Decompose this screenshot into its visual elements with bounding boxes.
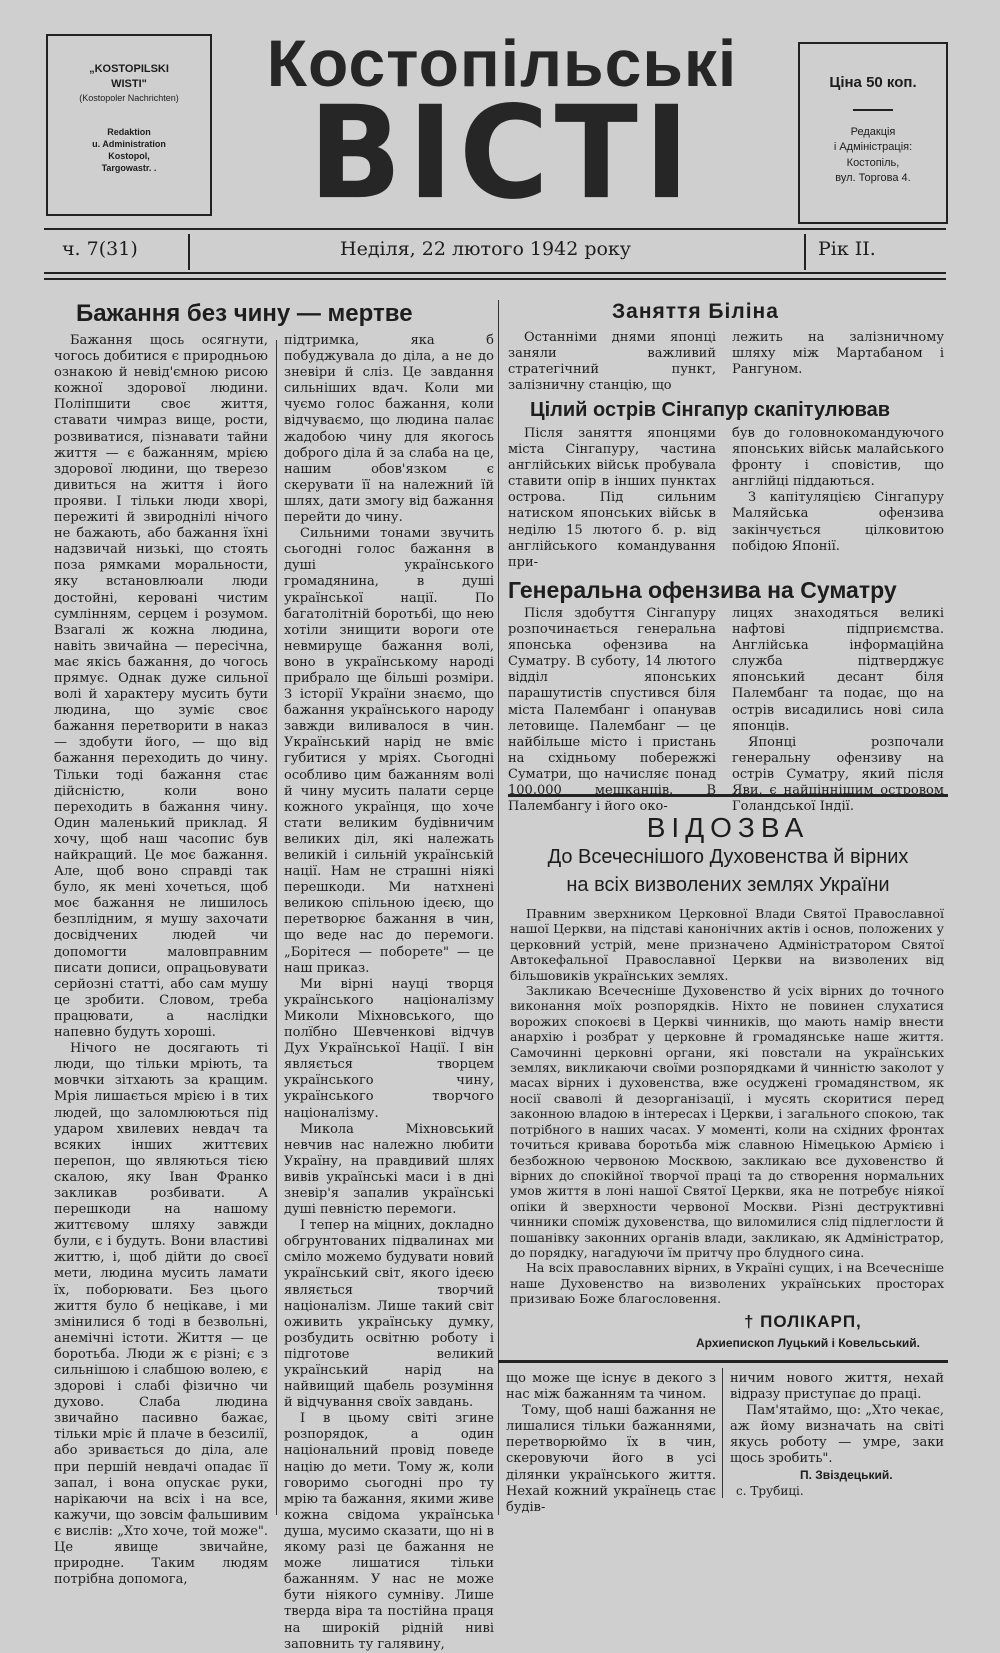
issue-number: ч. 7(31) bbox=[62, 238, 138, 260]
article-paragraph: що може ще існує в декого з нас між бажанням та чином. bbox=[506, 1371, 716, 1403]
news-title-singapore: Цілий острів Сінгапур скапітулював bbox=[530, 399, 891, 421]
news-bilin-col1 bbox=[508, 330, 716, 394]
news-paragraph: Японці розпочали генеральну офензиву на острів Суматру, який після Яви, є найціннішим островом Голандської Індії. bbox=[732, 734, 944, 815]
news-paragraph: лежить на залізничному шляху між Мартабаном і Рангуном. bbox=[732, 330, 944, 378]
news-paragraph: Після заняття японцями міста Сінгапуру, частина англійських військ пробувала ставити опір в інших пунктах острова. Під сильним натиском японських військ в неділю 15 лютого б. р. від англійського командування при- bbox=[508, 426, 716, 570]
appeal-paragraph: Правним зверхником Церковної Влади Святої Православної нашої Церкви, на підставі канонічних актів і основ, положених у церковний устрій, мене призначено Адміністратором Святої Автокефальної Православної Церкви на визволених від більшовиків українських землях. bbox=[510, 906, 944, 983]
article-paragraph: Пам'ятаймо, що: „Хто чекає, аж йому визначать на світі якусь роботу — умре, заки щось зробить". bbox=[730, 1403, 944, 1467]
appeal-signature: † ПОЛІКАРП, bbox=[744, 1312, 862, 1331]
news-paragraph: Останніми днями японці заняли важливий стратегічний пункт, залізничну станцію, що bbox=[508, 330, 716, 394]
masthead-left-line7: Targowastr. . bbox=[101, 163, 157, 174]
article-paragraph: І в цьому світі згине розпорядок, а один національний провід поведе націю до мети. Тому ж, коли говоримо сьогодні про ту мрію та бажання, якими живе кожна свідома українська душа, мусимо сказати, що ні в якому разі це бажання не може лишатися тільки бажанням. У нас не може бути ніякого сумніву. Лише тверда віра та постійна праця на широкій рідній ниві заповнить ту галявину, bbox=[284, 1411, 494, 1652]
appeal-subtitle-1: До Всечеснішого Духовенства й вірних bbox=[547, 846, 909, 868]
section-rule-2 bbox=[498, 1360, 948, 1363]
masthead-right-box bbox=[798, 42, 948, 224]
article-paragraph: Нічого не досягають ті люди, що тільки мріють, та мовчки зітхають за кращим. Мрія лишається мрією і в тих людей, що заломлюються під ударом хвилевих невдач та всяких інших життєвих перепон, що являються тією скалою, яку Іван Франко закликав розбивати. А перешкоди на нашому життєвому шляху завжди були, є і будуть. Вони властиві життю, і, щоб дійти до своєї мети, людина мусить ламати їх, поборювати. Без цього життя було б нецікаве, і ми змінилися б тоді в безвольні, анемічні істоти. Життя — це боротьба. Люди ж є різні; є з сильнішою і слабшою волею, є здорові і слабі фізично чи духово. Слаба людина звичайно пасивно бажає, тільки мріє й плаче в безсилії, або зривається до діла, але при першій невдачі опадає її запал, і вона опускає руки, нарікаючи на всіх і на все, кажучи, що зовсім фальшивим є вислів: „Хто хоче, той може". Це явище звичайне, природне. Таким людям потрібна допомога, bbox=[54, 1041, 268, 1588]
masthead-right-line2: і Адміністрація: bbox=[833, 141, 913, 154]
appeal-title: ВІДОЗВА bbox=[646, 812, 810, 843]
news-sumatra-col2 bbox=[732, 606, 944, 815]
dateline-rule-bottom2 bbox=[44, 278, 946, 280]
article-paragraph: І тепер на міцних, докладно обгрунтованих підвалинах ми сміло можемо будувати новий український світ, якого ідеєю являється творчий націоналізм. Лише такий світ оживить українську думку, розбудить освітню роботу і підготове великий український нарід на найвищий щабель розуміння й відчування своїх завдань. bbox=[284, 1218, 494, 1411]
article-column-2 bbox=[284, 333, 494, 1653]
column-divider bbox=[498, 300, 499, 1515]
dateline-divider-right bbox=[804, 234, 806, 270]
article-column-1 bbox=[54, 333, 268, 1588]
masthead-right-line3: Костопіль, bbox=[846, 156, 900, 169]
article-paragraph: підтримка, яка б побуджувала до діла, а не до зневіри й сліз. Це завдання сильніших вдач. Коли ми чуємо голос бажання, коли відчуваємо, що людина палає жадобою чину для якогось доброго діла й за слаба на це, нашим обов'язком є скерувати її на належний їй шлях, дати змогу від бажання перейти до чину. bbox=[284, 333, 494, 526]
news-sumatra-col1 bbox=[508, 606, 716, 815]
article-title: Бажання без чину — мертве bbox=[76, 300, 413, 327]
article-paragraph: Тому, щоб наші бажання не лишалися тільки бажаннями, перетворюймо їх в чин, скеровуючи його в усі ділянки українського життя. Нехай кожний українець стає будів- bbox=[506, 1403, 716, 1515]
article-author: П. Звіздецький. bbox=[800, 1468, 893, 1482]
issue-date: Неділя, 22 лютого 1942 року bbox=[340, 238, 631, 260]
news-paragraph: З капітуляцією Сінгапуру Маляйська офензива закінчується цілковитою побідою Японії. bbox=[732, 490, 944, 554]
news-bilin-col2 bbox=[732, 330, 944, 378]
newspaper-title-big: ВІСТІ bbox=[308, 78, 696, 228]
article-author-place: с. Трубиці. bbox=[736, 1484, 804, 1498]
appeal-subtitle-2: на всіх визволених землях України bbox=[566, 874, 890, 896]
masthead-left-line5: u. Administration bbox=[92, 138, 166, 149]
news-title-bilin: Заняття Біліна bbox=[612, 300, 779, 323]
dateline-rule-bottom bbox=[44, 272, 946, 274]
article-paragraph: Сильними тонами звучить сьогодні голос бажання в душі українського громадянина, в душі української нації. По багатолітній боротьбі, що нею хотіли знищити вороги оте невмируще бажання волі, воно в українському народі прибрало ще більші розміри. З історії України знаємо, що бажання українського народу завжди виливалося в чин. Український нарід не вміє губитися у мріях. Сьогодні особливо цим бажанням волі й чину мусить палати серце кожного українця, що хоче стати великим будівничим великих діл, які належать великій і сильній українській нації. Нам не страшні ніякі перешкоди. Ми натхнені великою спільною ідеєю, що перетворює бажання в чин, що веде нас до перемоги. „Борітеся — поборете" — це наш приказ. bbox=[284, 526, 494, 976]
masthead-left-line3: (Kostopoler Nachrichten) bbox=[79, 92, 179, 103]
masthead-left-line6: Kostopol, bbox=[108, 151, 150, 162]
article-paragraph: Ми вірні науці творця українського націоналізму Миколи Міхновського, що полїбно Шевченкові відчув Дух Української Нації. І він являється творцем українського чину, українського творчого націоналізму. bbox=[284, 976, 494, 1121]
masthead-left-line4: Redaktion bbox=[107, 126, 151, 137]
news-singapore-col1 bbox=[508, 426, 716, 571]
column-divider bbox=[722, 1368, 723, 1498]
news-paragraph: лицях знаходяться великі нафтові підприємства. Англійська інформаційна служба підтверджує японський десант біля Палембанг та подає, що на острів висадились нові сила японців. bbox=[732, 606, 944, 734]
article-paragraph: Бажання щось осягнути, чогось добитися є природньою ознакою й невід'ємною рисою кожної здорової людини. Поліпшити своє життя, ставати чимраз вище, рости, розвиватися, пізнавати тайни життя — є бажанням, мрією здорової людини, що тверезо дивиться на життя і його прояви. І тільки люди хворі, пережиті й звироднілі нічого не бажають, або бажання їхні надзвичай низькі, що стоять поза рямками моральности, яку встановлюали люди достойні, керовані чистим сумлінням, серцем і розумом. Взагалі ж кожна людина, навіть звичайна — пересічна, має якісь бажання, до чогось прямує. Однак дуже сильної волі й характеру мусить бути людина, що зуміє своє бажання перетворити в наказ — здобути його, — що від бажання переходить до чину. Тільки тоді бажання стає дійсністю, коли воно переходить в бажання чину. Один маленький приклад. Я хочу, щоб наш часопис був найкращий. Це моє бажання. Але, щоб воно справді так було, як мені хочеться, щоб моє бажання не лишилось безплідним, я мушу захочати досвідчених людей чи допомогти маловправним писати дописи, опрацьовувати серйозні статті, або сам мушу це зробити. Словом, треба працювати, а наслідки напевно будуть хороші. bbox=[54, 333, 268, 1041]
article-paragraph: ничим нового життя, нехай відразу приступає до праці. bbox=[730, 1371, 944, 1403]
appeal-body bbox=[510, 906, 944, 1307]
issue-year: Рік II. bbox=[818, 238, 876, 260]
dateline-rule-top bbox=[44, 228, 946, 230]
price-label: Ціна 50 коп. bbox=[829, 74, 917, 91]
masthead-right-line4: вул. Торгова 4. bbox=[835, 172, 911, 185]
masthead-left-line2: WISTI" bbox=[111, 77, 147, 90]
news-paragraph: був до головнокомандуючого японських військ малайського фронту і сповістив, що англійці піддаються. bbox=[732, 426, 944, 490]
article-continuation-col1 bbox=[506, 1371, 716, 1516]
appeal-paragraph: На всіх православних вірних, в Україні сущих, і на Всечесніше наше Духовенство на визволених українських просторах призиваю Боже благословення. bbox=[510, 1260, 944, 1307]
news-title-sumatra: Генеральна офензива на Суматру bbox=[508, 577, 897, 603]
masthead-left-line1: „KOSTOPILSKI bbox=[89, 63, 169, 75]
appeal-paragraph: Закликаю Всечесніше Духовенство й усіх вірних до точного виконання моїх розпорядків. Ніхто не повинен слухатися ворожих спокоєві в Церкві чинників, що мають намір внести анархію і розбрат у церковне й громадянське наше життя. Самочинні церковні органи, які повстали на українських землях, викликаючи своїми розпорядками й чинністю заколот у масах вірних і духовенства, вже осуджені громадянством, як носії сваволі й дезорганізації, і мусять скоритися перед законною владою в інтересах і Церкви, і загального спокою, так потрібного в наших часах. У моменті, коли на східних фронтах точиться кривава боротьба між славною Німецькою Армією і безбожною червоною Москвою, закликаю все духовенство й вірних до спокійної творчої праці та до створення нормальних умов життя в лоні нашої Святої Церкви, яка не потребує ніякої опіки й зверхности червоної Москви. Різні деструктивні чинники споміж духовенства, що виломилися слід підлеглости й пошанівку законних органів влади, закликаю, як Адміністратор, до порядку, нагадуючи їм притчу про блудного сина. bbox=[510, 983, 944, 1260]
article-paragraph: Микола Міхновський невчив нас належно любити Україну, на правдивий шлях вивів українські маси і в дні зневір'я запалив українські душі певністю перемоги. bbox=[284, 1121, 494, 1218]
masthead-left-box bbox=[46, 34, 212, 216]
price-rule bbox=[853, 109, 893, 111]
news-singapore-col2 bbox=[732, 426, 944, 555]
news-paragraph: Після здобуття Сінгапуру розпочинається генеральна японська офензива на Суматру. В суботу, 14 лютого відділ японських парашутистів спустився біля міста Палембанг і опанував летовище. Палембанг — це найбільше місто і пристань на східньому побережжі Суматри, що начисляє понад 100.000 мешканців. В Палембангу і його око- bbox=[508, 606, 716, 815]
section-rule bbox=[508, 794, 948, 797]
masthead-right-line1: Редакція bbox=[850, 126, 896, 138]
newspaper-title-top: Костопільські bbox=[266, 26, 738, 100]
appeal-signature-title: Архиепископ Луцький і Ковельський. bbox=[696, 1336, 920, 1350]
article-continuation-col2 bbox=[730, 1371, 944, 1468]
dateline-divider-left bbox=[188, 234, 190, 270]
column-divider bbox=[276, 340, 277, 1515]
